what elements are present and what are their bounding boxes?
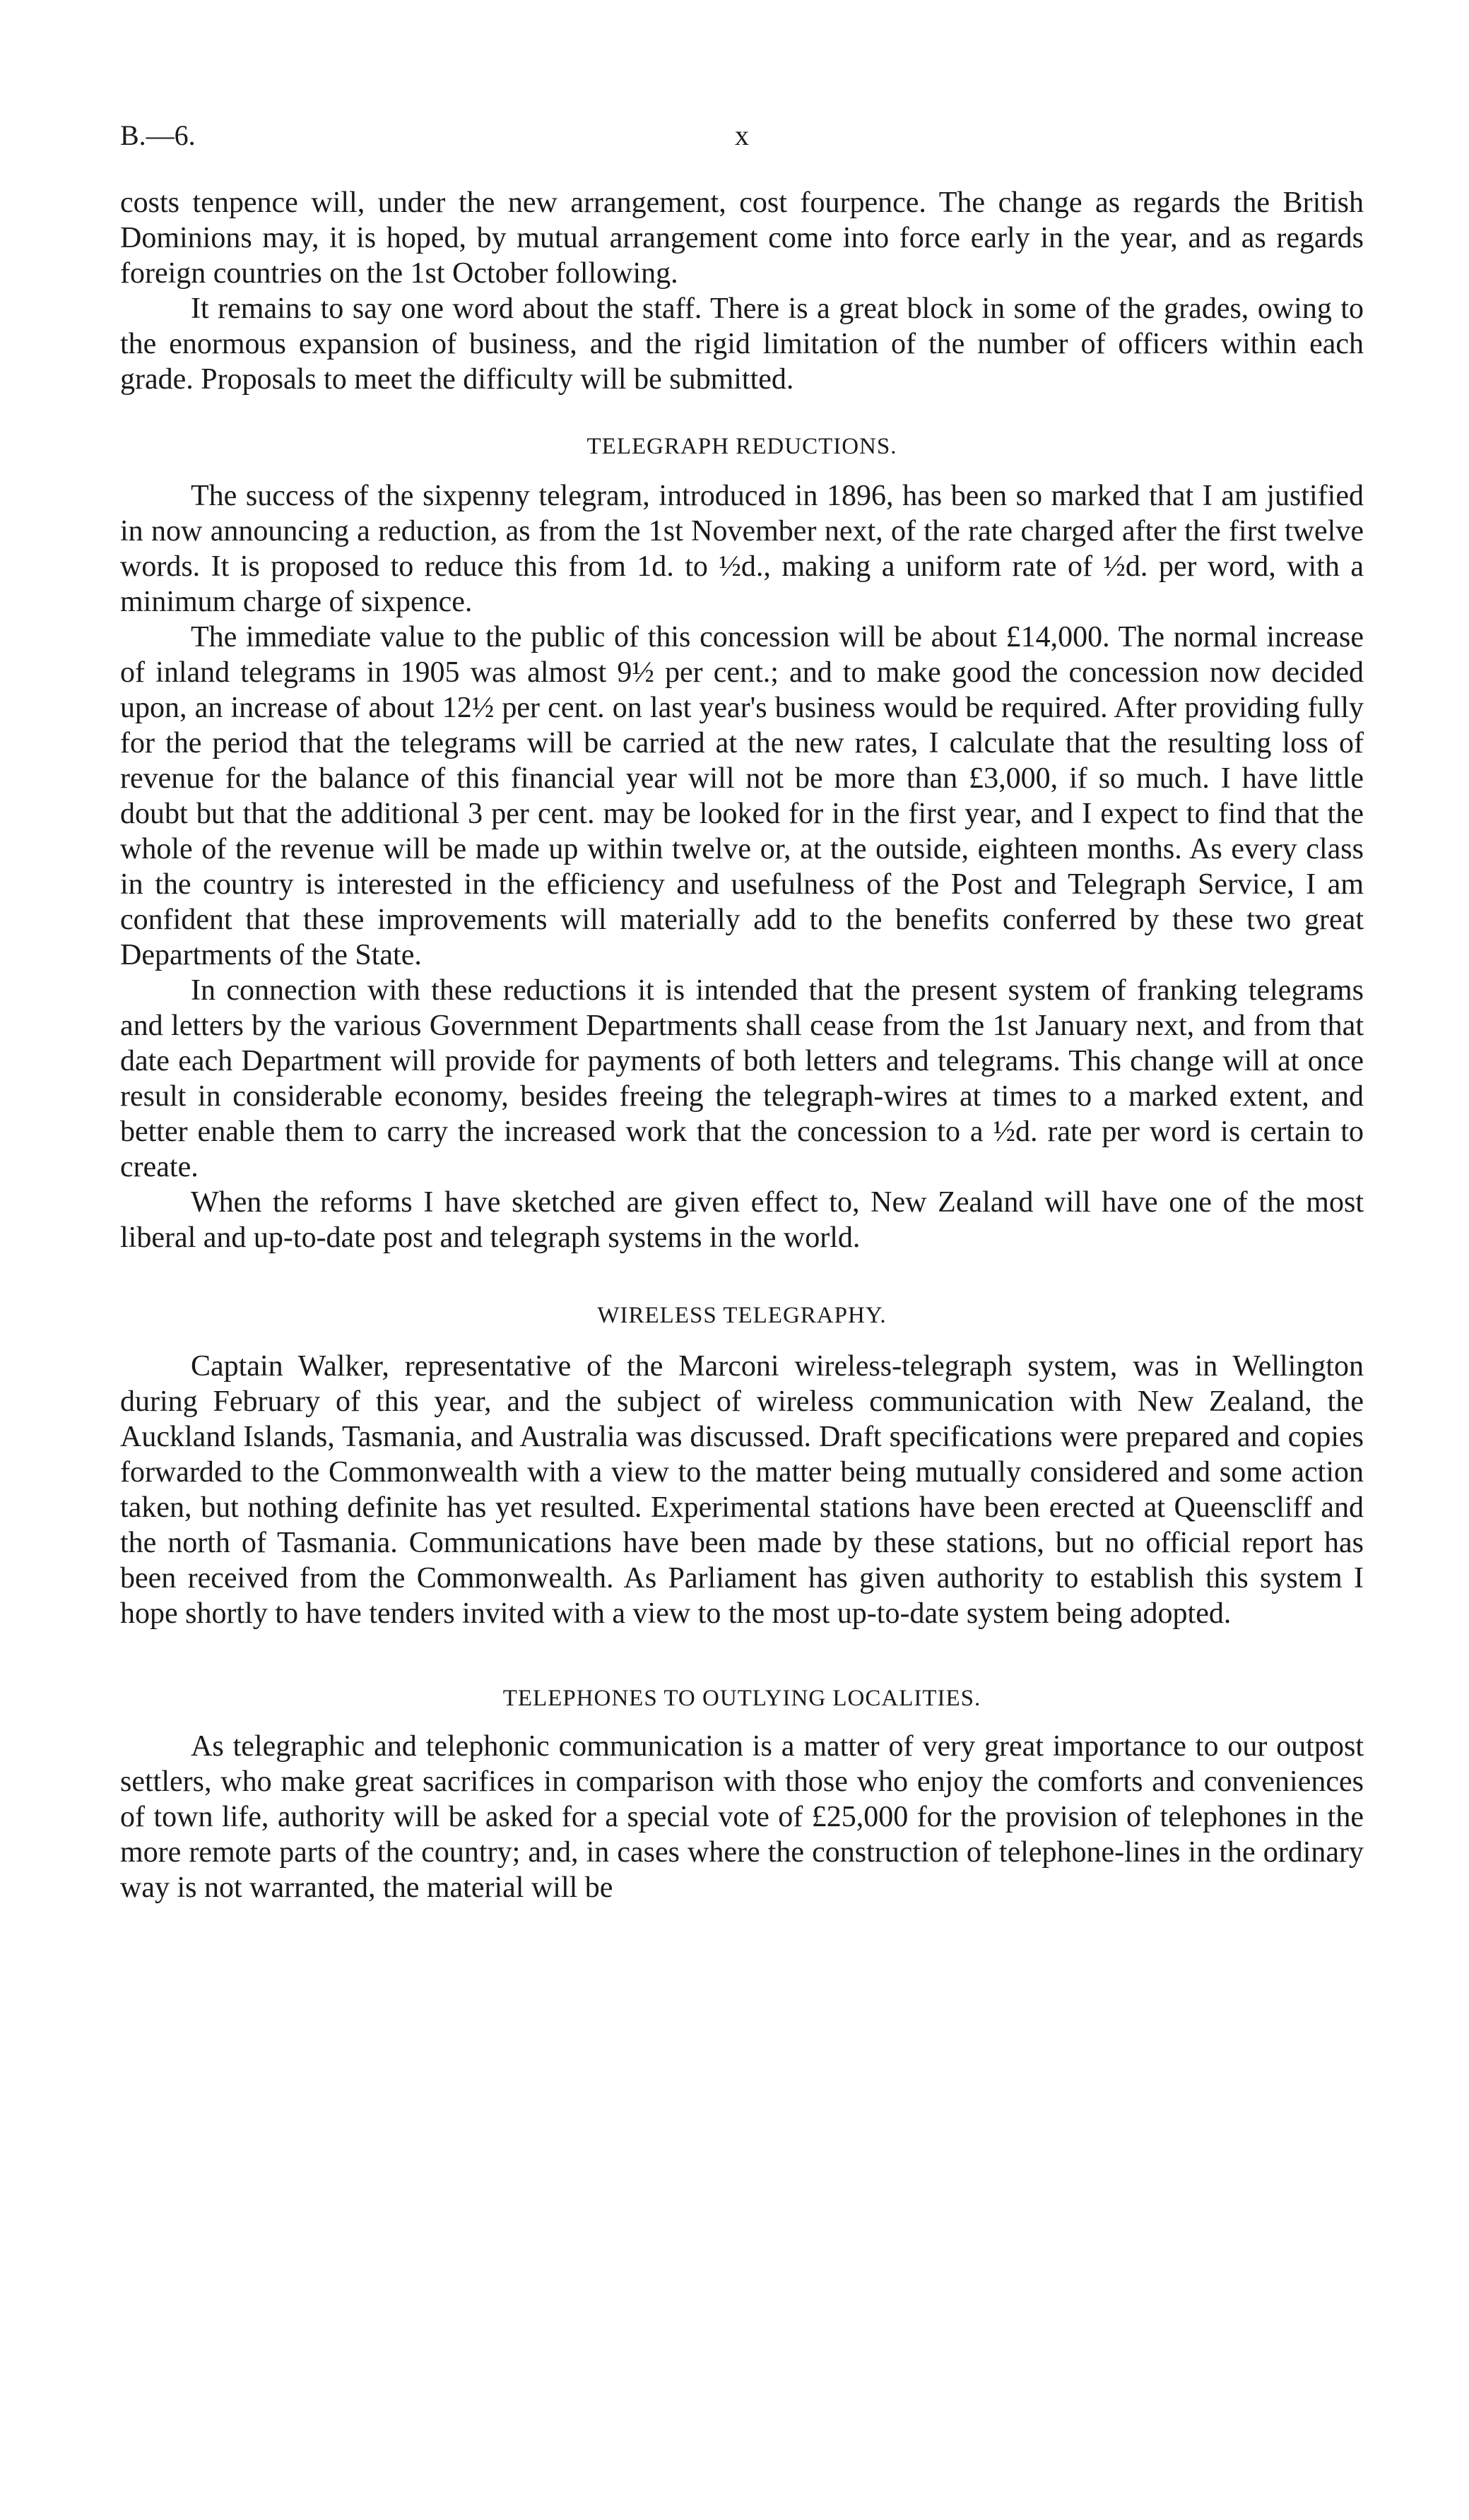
paragraph-staff: It remains to say one word about the staff. There is a great block in some of the grades, owing to the enormous expansion of business, and the rigid limitation of the number of officers within each grade. Proposals to meet the difficulty will be submitted.	[120, 292, 1364, 396]
page-header	[120, 119, 1364, 161]
paragraph: The success of the sixpenny telegram, introduced in 1896, has been so marked that I am justified in now announcing a reduction, as from the 1st November next, of the rate charged after the first twelve words. It is proposed to reduce this from 1d. to ½d., making a uniform rate of ½d. per word, with a minimum charge of sixpence.	[120, 480, 1364, 618]
document-reference: B.—6.	[120, 119, 196, 151]
document-body	[120, 185, 1364, 1905]
paragraph: In connection with these reductions it is intended that the present system of franking telegrams and letters by the various Government Departments shall cease from the 1st January next, and from that date each Department will provide for payments of both letters and telegrams. This change will at once result in considerable economy, besides freeing the telegraph-wires at times to a marked extent, and better enable them to carry the increased work that the concession to a ½d. rate per word is certain to create.	[120, 974, 1364, 1183]
paragraph: As telegraphic and telephonic communication is a matter of very great importance to our outpost settlers, who make great sacrifices in comparison with those who enjoy the comforts and conveniences of town life, authority will be asked for a special vote of £25,000 for the provision of telephones in the more remote parts of the country; and, in cases where the construction of telephone-lines in the ordinary way is not warranted, the material will be	[120, 1730, 1364, 1904]
paragraph: The immediate value to the public of this concession will be about £14,000. The normal increase of inland telegrams in 1905 was almost 9½ per cent.; and to make good the concession now decided upon, an increase of about 12½ per cent. on last year's business would be required. After providing fully for the period that the telegrams will be carried at the new rates, I calculate that the resulting loss of revenue for the balance of this financial year will not be more than £3,000, if so much. I have little doubt but that the additional 3 per cent. may be looked for in the first year, and I expect to find that the whole of the revenue will be made up within twelve or, at the outside, eighteen months. As every class in the country is interested in the efficiency and usefulness of the Post and Telegraph Service, I am confident that these improvements will materially add to the benefits conferred by these two great Departments of the State.	[120, 621, 1364, 971]
paragraph-continued: costs tenpence will, under the new arrangement, cost fourpence. The change as regards the British Dominions may, it is hoped, by mutual arrangement come into force early in the year, and as regards foreign countries on the 1st October following.	[120, 187, 1364, 290]
section-heading-wireless-telegraphy: WIRELESS TELEGRAPHY.	[597, 1303, 887, 1328]
paragraph: Captain Walker, representative of the Marconi wireless-telegraph system, was in Wellington during February of this year, and the subject of wireless communication with New Zealand, the Auckland Islands, Tasmania, and Australia was discussed. Draft specifications were prepared and copies forwarded to the Commonwealth with a view to the matter being mutually considered and some action taken, but nothing definite has yet resulted. Experimental stations have been erected at Queenscliff and the north of Tasmania. Communications have been made by these stations, but no official report has been received from the Commonwealth. As Parliament has given authority to establish this system I hope shortly to have tenders invited with a view to the most up-to-date system being adopted.	[120, 1350, 1364, 1630]
section-heading-telephones-outlying: TELEPHONES TO OUTLYING LOCALITIES.	[502, 1686, 981, 1711]
paragraph: When the reforms I have sketched are given effect to, New Zealand will have one of the most liberal and up-to-date post and telegraph systems in the world.	[120, 1186, 1364, 1254]
section-heading-telegraph-reductions: TELEGRAPH REDUCTIONS.	[586, 434, 897, 459]
page-number: x	[735, 119, 749, 151]
